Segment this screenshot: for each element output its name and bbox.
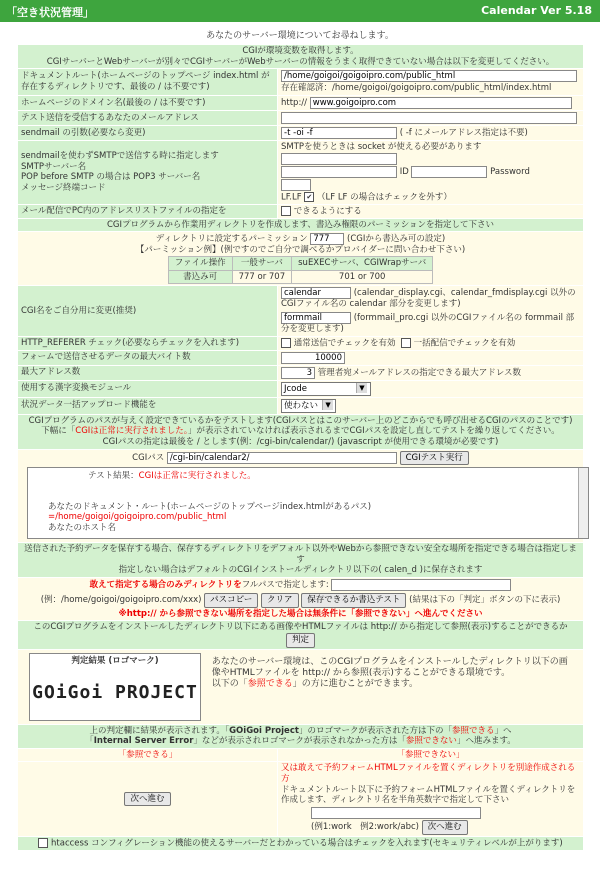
clear-button[interactable]: クリア (261, 593, 299, 608)
main-form (17, 28, 583, 851)
smtp-socket-note: SMTPを使うときは socket が使える必要があります (281, 141, 482, 152)
save-notice-line: 指定しない場合はデフォルトのCGIインストールディレクトリ以下の( calen_d )に保存されます (118, 565, 483, 576)
formmail-name-input[interactable] (281, 312, 351, 324)
cgi-test-section (18, 449, 584, 543)
referer-bulk-label: 一括配信でチェックを有効 (413, 338, 516, 348)
perm-cell: 書込み可 (168, 270, 232, 284)
domain-prefix: http:// (281, 97, 308, 108)
save-dir-label: フルパスで指定します: (241, 580, 329, 590)
path-copy-button[interactable]: パスコピー (204, 593, 258, 608)
app-version: Calendar Ver 5.18 (481, 4, 592, 17)
upload-select[interactable] (281, 399, 336, 413)
judge-notice-line (21, 736, 580, 747)
smtp-label (18, 140, 278, 204)
docroot-cell (278, 69, 584, 96)
env-notice-line: CGIが環境変数を取得します。 (242, 46, 359, 56)
sendmail-note: ( -f にメールアドレス指定は不要) (399, 127, 528, 138)
cgi-name-label: CGI名をご自分用に変更(推奨) (18, 286, 278, 336)
result-docroot-line: あなたのドキュメント・ルート(ホームページのトップページindex.htmlがあるパス) (48, 501, 372, 512)
goigoi-project-logo: GOiGoi PROJECT (32, 682, 198, 704)
pop-server-input[interactable] (281, 166, 397, 178)
result-message: CGIは正常に実行されました。 (138, 471, 256, 482)
sendmail-input[interactable] (281, 127, 397, 139)
choice-right-text-red: 又は敢えて予約フォームHTMLファイルを置くディレクトリを別途作成される方 (281, 763, 576, 784)
notice-text: 」へ進みます。 (456, 736, 516, 747)
upload-label: 状況データ一括アップロード機能を (18, 397, 278, 414)
docroot-label: ドキュメントルート(ホームページのトップページ index.html が存在するディレクトリです、最後の / は不要です) (18, 69, 278, 96)
notice-text: 」のロゴマークが表示された方は下の「 (298, 725, 452, 736)
lflf-note: （LF LF の場合はチェックを外す） (317, 192, 452, 202)
calendar-name-note: (calendar_display.cgi、calendar_fmdisplay.cgi 以外のCGIファイル名の calendar 部分を変更します) (281, 288, 576, 310)
env-notice-line: CGIサーバーとWebサーバーが別々でCGIサーバーがWebサーバーの情報をうまく取得できていない場合は以下を変更してください。 (46, 56, 555, 67)
cgi-path-notice-line: CGIプログラムのパスが与えく設定できているかをテストします(CGIパスとはこのサーバー上のどこからでも呼び出せるCGIのパスのことです) (28, 415, 573, 426)
perm-header: suEXECサーバ、CGIWrapサーバ (292, 257, 433, 271)
cgi-path-notice-line: CGIパスの指定は最後を / とします(例：/cgi-bin/calendar/) (javascript が使用できる環境が必要です) (102, 436, 499, 447)
cgi-name-cell (278, 286, 584, 336)
id-label: ID (399, 166, 409, 177)
save-notice-line: 送信された予約データを保存する場合、保存するディレクトリをデフォルト以外やWebから参照できない安全な場所を指定できる場合は指定します (24, 544, 577, 565)
smtp-server-input[interactable] (281, 153, 397, 165)
max-address-input[interactable] (281, 367, 315, 379)
password-label: Password (490, 166, 530, 177)
choice-right-text: ドキュメントルート以下に予約フォームHTMLファイルを置くディレクトリを作成します、ディレクトリ名を半角英数字で指定して下さい (281, 784, 576, 806)
max-bytes-cell (278, 350, 584, 365)
chevron-down-icon: ▼ (322, 400, 333, 410)
smtp-label-line: SMTPサーバー名 (21, 161, 87, 172)
intro-text: あなたのサーバー環境についてお尋ねします。 (206, 31, 394, 41)
result-host-line: あなたのホスト名 (48, 523, 117, 533)
domain-label: ホームページのドメイン名(最後の / は不要です) (18, 95, 278, 110)
referer-label: HTTP_REFERER チェック(必要ならチェックを入れます) (18, 336, 278, 350)
permission-input[interactable] (310, 233, 344, 245)
logo-box (29, 653, 201, 721)
choice-left-header: 「参照できる」 (18, 748, 278, 762)
htaccess-row (18, 836, 584, 850)
smtp-label-line: メッセージ終端コード (21, 182, 106, 193)
cgi-path-input[interactable] (167, 452, 397, 464)
next-button-left[interactable]: 次へ進む (124, 792, 170, 807)
notice-bold: Internal Server Error (93, 736, 194, 747)
docroot-input[interactable] (281, 70, 577, 82)
result-prefix: テスト結果： (88, 471, 139, 482)
cgi-path-notice (18, 414, 584, 449)
smtp-cell (278, 140, 584, 204)
save-dir-input[interactable] (331, 579, 511, 591)
sendmail-cell (278, 125, 584, 140)
choice-right-header: 「参照できない」 (278, 748, 584, 762)
judge-question: このCGIプログラムをインストールしたディレクトリ以下にある画像やHTMLファイルは http:// から指定して参照(表示)することができるか (33, 622, 568, 633)
choice-right-example: (例1:work 例2:work/abc) (311, 821, 419, 832)
judge-result-title: 判定結果 (ロゴマーク) (71, 655, 159, 666)
env-notice (18, 45, 584, 69)
id-input[interactable] (411, 166, 487, 178)
referer-cell (278, 336, 584, 350)
kanji-module-cell (278, 380, 584, 397)
settings-table (17, 44, 584, 851)
save-dir-warning: ※http:// から参照できない場所を指定した場合は無条件に「参照できない」へ進んでください (118, 608, 483, 619)
judge-result-text-1: あなたのサーバー環境は、このCGIプログラムをインストールしたディレクトリ以下の画像やHTMLファイルを http:// から参照(表示)することができる環境です。 (211, 656, 568, 678)
save-dir-section (18, 578, 584, 621)
htaccess-label: htaccess コンフィグレーション機能の使えるサーバーだとわかっている場合はチェックを入れます(セキュリティレベルが上がります) (51, 838, 563, 848)
max-address-label: 最大アドレス数 (18, 365, 278, 380)
domain-input[interactable] (310, 97, 572, 109)
message-terminator-input[interactable] (281, 179, 311, 191)
judge-result-text-2: 以下の「 (211, 679, 248, 689)
htaccess-checkbox[interactable] (38, 838, 48, 848)
mail-label: テスト送信を受信するあなたのメールアドレス (18, 110, 278, 125)
judge-notice-line (21, 726, 580, 737)
mail-cell (278, 110, 584, 125)
judge-result-text (212, 657, 572, 691)
choice-right-cell (278, 762, 584, 836)
perm-cell: 701 or 700 (292, 270, 433, 284)
result-docroot-value: =/home/goigoi/goigoipro.com/public_html (48, 512, 227, 523)
lflf-checkbox[interactable]: ✔ (304, 192, 314, 202)
max-address-cell (278, 365, 584, 380)
referer-normal-checkbox[interactable] (281, 338, 291, 348)
perm-cell: 777 or 707 (232, 270, 292, 284)
upload-value: 使わない (284, 400, 319, 411)
smtp-label-line: sendmailを使わずSMTPで送信する時に指定します (21, 151, 219, 161)
save-dir-note: (結果は下の「判定」ボタンの下に表示) (409, 595, 561, 605)
judge-notice (18, 724, 584, 748)
cgi-test-result (27, 467, 589, 539)
permission-note: (CGIから書込み可の設定) (347, 234, 446, 245)
judge-result-text-4: 」の方に進むことができます。 (292, 679, 419, 689)
smtp-label-line: POP before SMTP の場合は POP3 サーバー名 (21, 172, 201, 183)
calendar-name-input[interactable] (281, 287, 351, 299)
judge-button[interactable]: 判定 (286, 633, 315, 648)
docroot-check-prefix: 存在確認済： (281, 83, 333, 94)
notice-text: 」へ (494, 725, 512, 736)
work-dir-notice: CGIプログラムから作業用ディレクトリを作成します、書込み権限のパーミッションを指定して下さい (18, 218, 584, 232)
save-dir-label-red: 敢えて指定する場合のみディレクトリを (89, 580, 242, 590)
judge-question-row (18, 621, 584, 649)
kanji-module-value: Jcode (284, 383, 308, 394)
kanji-module-select[interactable] (281, 382, 371, 396)
kanji-module-label: 使用する漢字変換モジュール (18, 380, 278, 397)
lflf-label: LF.LF (281, 192, 302, 202)
permission-example: 【パーミッション例】(例ですのでご自分で調べるかプロバイダーに問い合わせ下さい) (135, 245, 466, 256)
cgi-path-notice-line (21, 426, 580, 437)
app-title: 「空き状況管理」 (6, 6, 94, 19)
address-list-option: できるようにする (293, 206, 362, 217)
docroot-check (281, 83, 580, 94)
max-address-note: 管理者宛メールアドレスの指定できる最大アドレス数 (317, 367, 522, 378)
permission-section (18, 232, 584, 286)
judge-result-highlight: 参照できる (247, 679, 293, 689)
chevron-down-icon: ▼ (356, 383, 367, 393)
formmail-name-note: (formmail_pro.cgi 以外のCGIファイル名の formmail 部分を変更します) (281, 312, 575, 334)
save-dir-example: (例：/home/goigoi/goigoipro.com/xxx) (40, 595, 202, 605)
notice-text: 」が表示されていなければ表示されるまでCGIパスを設定し直してテストを繰り返してください。 (188, 426, 560, 437)
perm-header: ファイル操作 (168, 257, 232, 271)
notice-text: 」などが表示されロゴマークが表示されなかった方は「 (193, 736, 406, 747)
address-list-cell (278, 204, 584, 218)
save-notice (18, 543, 584, 578)
app-header (0, 0, 600, 22)
result-scrollbar[interactable] (578, 468, 588, 538)
referer-bulk-checkbox[interactable] (401, 338, 411, 348)
address-list-checkbox[interactable] (281, 206, 291, 216)
next-button-right[interactable]: 次へ進む (422, 820, 468, 835)
form-dir-input[interactable] (311, 807, 481, 819)
max-bytes-label: フォームで送信させるデータの最大バイト数 (18, 350, 278, 365)
notice-text: 下幅に「 (41, 426, 76, 437)
referer-normal-label: 通常送信でチェックを有効 (293, 338, 396, 348)
permission-label: ディレクトリに設定するパーミッション (155, 234, 308, 245)
sendmail-label: sendmail の引数(必要なら変更) (18, 125, 278, 140)
upload-cell (278, 397, 584, 414)
choice-left-cell (18, 762, 278, 836)
notice-red: 参照できない (405, 736, 457, 747)
cgi-test-button[interactable]: CGIテスト実行 (400, 451, 469, 466)
notice-text: 「 (85, 736, 94, 747)
notice-red: 参照できる (451, 725, 495, 736)
perm-header: 一般サーバ (232, 257, 292, 271)
notice-text: 上の判定欄に結果が表示されます。「 (89, 725, 230, 736)
success-message: CGIは正常に実行されました。 (75, 426, 189, 437)
judge-result-section (18, 649, 584, 724)
write-test-button[interactable]: 保存できるか書込テスト (301, 593, 406, 608)
max-bytes-input[interactable] (281, 352, 345, 364)
notice-bold: GOiGoi Project (229, 725, 299, 736)
docroot-check-path: /home/goigoi/goigoipro.com/public_html/index.html (332, 83, 552, 94)
domain-cell (278, 95, 584, 110)
address-list-label: メール配信でPC内のアドレスリストファイルの指定を (18, 204, 278, 218)
mail-input[interactable] (281, 112, 577, 124)
permission-table (168, 256, 434, 284)
cgi-path-label: CGIパス (132, 452, 165, 463)
